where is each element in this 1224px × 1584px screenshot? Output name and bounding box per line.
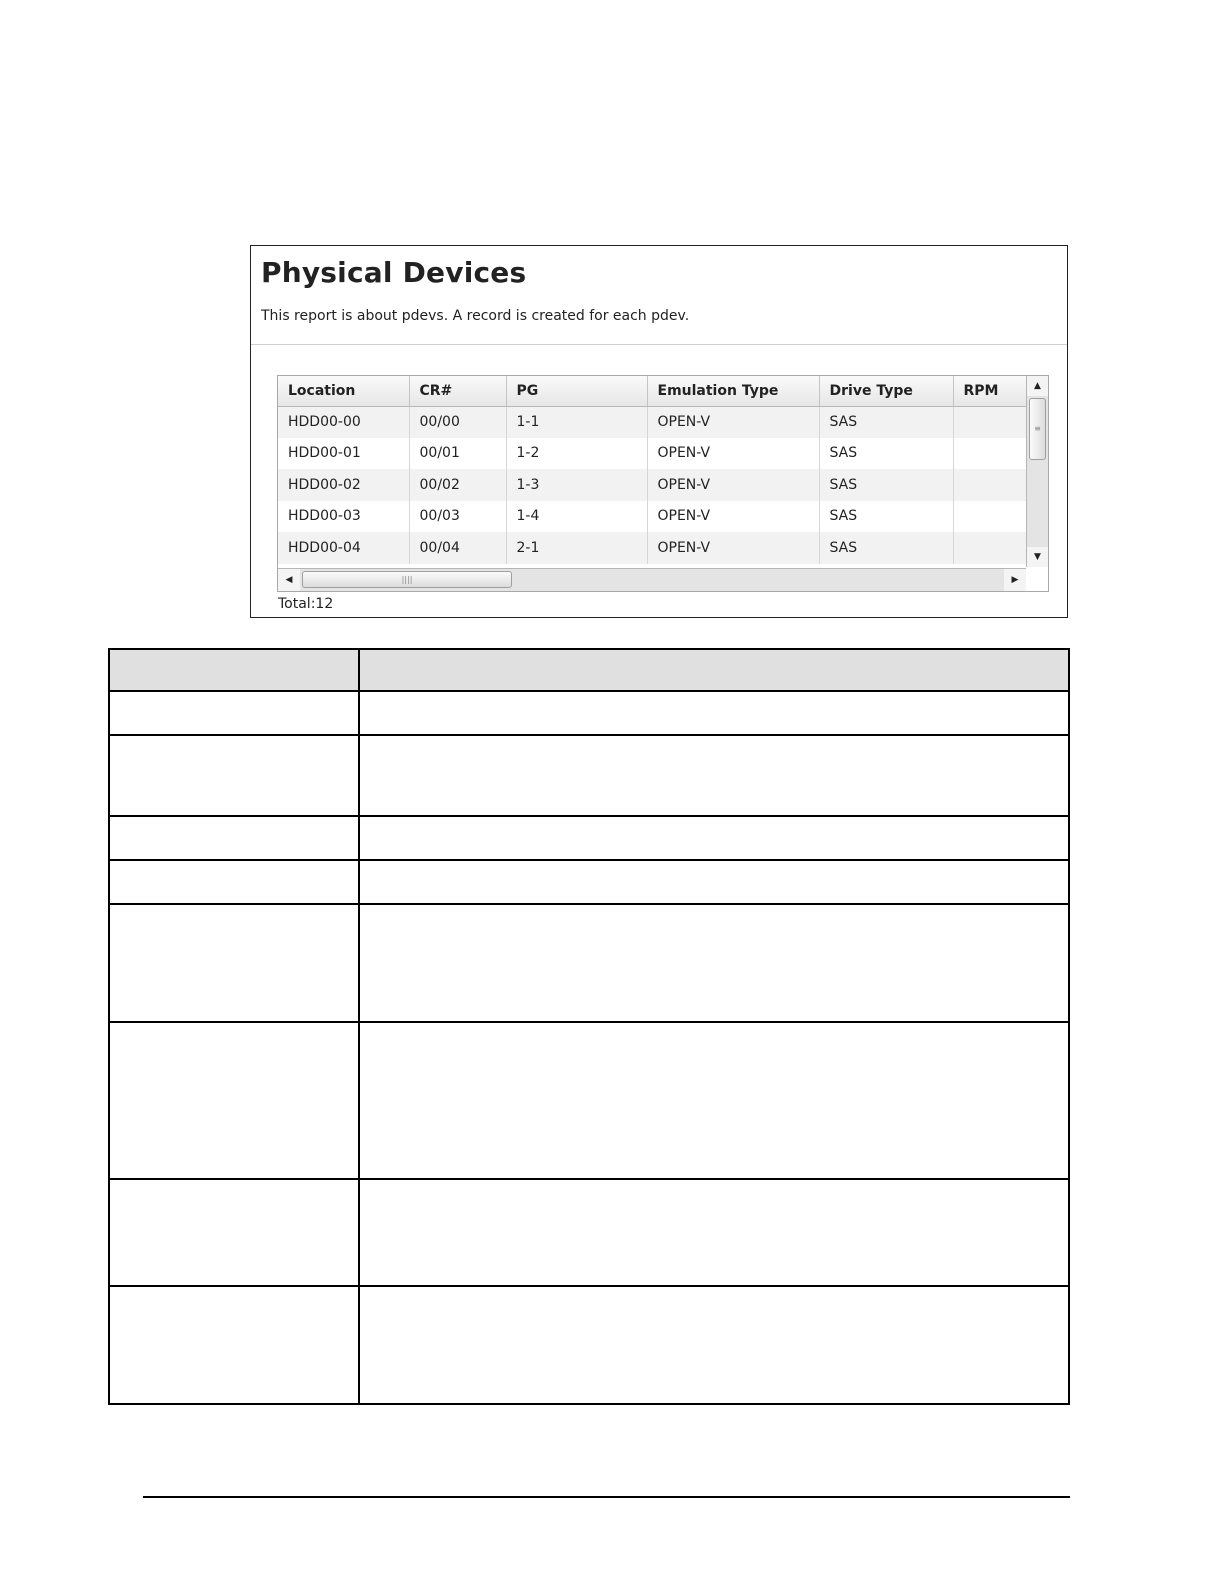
table-row bbox=[109, 735, 1069, 816]
cell-cr: 00/02 bbox=[409, 469, 506, 501]
cell-rpm bbox=[953, 469, 1026, 501]
pdev-table bbox=[278, 376, 1026, 564]
item-cell bbox=[109, 691, 359, 735]
table-row bbox=[109, 860, 1069, 904]
table-row[interactable] bbox=[278, 406, 1026, 438]
cell-drive-type: SAS bbox=[819, 469, 953, 501]
table-row bbox=[109, 1286, 1069, 1404]
item-cell bbox=[109, 735, 359, 816]
total-count: Total:12 bbox=[278, 596, 334, 612]
panel-divider bbox=[251, 344, 1067, 345]
cell-drive-type: SAS bbox=[819, 501, 953, 533]
cell-pg: 2-1 bbox=[506, 532, 647, 564]
table-row[interactable] bbox=[278, 532, 1026, 564]
cell-emulation-type: OPEN-V bbox=[647, 406, 819, 438]
description-cell bbox=[359, 904, 1069, 1022]
cell-drive-type: SAS bbox=[819, 532, 953, 564]
table-row bbox=[109, 1022, 1069, 1179]
description-cell bbox=[359, 1286, 1069, 1404]
column-header-rpm[interactable]: RPM bbox=[953, 376, 1026, 406]
column-header-drive-type[interactable]: Drive Type bbox=[819, 376, 953, 406]
cell-emulation-type: OPEN-V bbox=[647, 501, 819, 533]
cell-location: HDD00-03 bbox=[278, 501, 409, 533]
cell-rpm bbox=[953, 438, 1026, 470]
cell-drive-type: SAS bbox=[819, 438, 953, 470]
description-cell bbox=[359, 816, 1069, 860]
cell-cr: 00/01 bbox=[409, 438, 506, 470]
cell-cr: 00/00 bbox=[409, 406, 506, 438]
table-row[interactable] bbox=[278, 438, 1026, 470]
footer-rule bbox=[143, 1496, 1070, 1498]
item-cell bbox=[109, 816, 359, 860]
arrow-right-icon[interactable]: ▶ bbox=[1004, 569, 1026, 591]
physical-devices-panel bbox=[250, 245, 1068, 618]
description-cell bbox=[359, 735, 1069, 816]
description-cell bbox=[359, 691, 1069, 735]
cell-emulation-type: OPEN-V bbox=[647, 532, 819, 564]
horizontal-scrollbar[interactable] bbox=[278, 568, 1026, 591]
arrow-left-icon[interactable]: ◀ bbox=[278, 569, 300, 591]
cell-pg: 1-2 bbox=[506, 438, 647, 470]
cell-rpm bbox=[953, 406, 1026, 438]
header-cell-description bbox=[359, 649, 1069, 691]
table-row[interactable] bbox=[278, 469, 1026, 501]
cell-rpm bbox=[953, 532, 1026, 564]
vertical-scrollbar[interactable] bbox=[1026, 376, 1048, 567]
description-table bbox=[108, 648, 1070, 1405]
arrow-up-icon[interactable]: ▲ bbox=[1027, 376, 1048, 396]
table-header-row bbox=[278, 376, 1026, 406]
item-cell bbox=[109, 1179, 359, 1286]
column-header-location[interactable]: Location bbox=[278, 376, 409, 406]
cell-emulation-type: OPEN-V bbox=[647, 469, 819, 501]
cell-location: HDD00-01 bbox=[278, 438, 409, 470]
cell-cr: 00/03 bbox=[409, 501, 506, 533]
table-row[interactable] bbox=[278, 501, 1026, 533]
description-table-header bbox=[109, 649, 1069, 691]
item-cell bbox=[109, 1286, 359, 1404]
description-cell bbox=[359, 1022, 1069, 1179]
pdev-grid bbox=[277, 375, 1049, 592]
cell-cr: 00/04 bbox=[409, 532, 506, 564]
table-row bbox=[109, 816, 1069, 860]
item-cell bbox=[109, 860, 359, 904]
scrollbar-corner bbox=[1026, 568, 1048, 591]
column-header-emulation-type[interactable]: Emulation Type bbox=[647, 376, 819, 406]
column-header-cr[interactable]: CR# bbox=[409, 376, 506, 406]
horizontal-scroll-thumb[interactable]: |||| bbox=[302, 571, 512, 588]
column-header-pg[interactable]: PG bbox=[506, 376, 647, 406]
panel-description: This report is about pdevs. A record is created for each pdev. bbox=[261, 308, 690, 324]
description-cell bbox=[359, 860, 1069, 904]
description-cell bbox=[359, 1179, 1069, 1286]
cell-pg: 1-1 bbox=[506, 406, 647, 438]
cell-location: HDD00-02 bbox=[278, 469, 409, 501]
table-row bbox=[109, 904, 1069, 1022]
cell-emulation-type: OPEN-V bbox=[647, 438, 819, 470]
panel-title: Physical Devices bbox=[261, 256, 527, 289]
table-row bbox=[109, 1179, 1069, 1286]
table-row bbox=[109, 691, 1069, 735]
cell-drive-type: SAS bbox=[819, 406, 953, 438]
cell-location: HDD00-04 bbox=[278, 532, 409, 564]
cell-location: HDD00-00 bbox=[278, 406, 409, 438]
header-cell-item bbox=[109, 649, 359, 691]
cell-pg: 1-4 bbox=[506, 501, 647, 533]
cell-pg: 1-3 bbox=[506, 469, 647, 501]
cell-rpm bbox=[953, 501, 1026, 533]
arrow-down-icon[interactable]: ▼ bbox=[1027, 547, 1048, 567]
vertical-scroll-thumb[interactable]: ≡ bbox=[1029, 398, 1046, 460]
grid-body bbox=[278, 376, 1026, 567]
item-cell bbox=[109, 1022, 359, 1179]
item-cell bbox=[109, 904, 359, 1022]
